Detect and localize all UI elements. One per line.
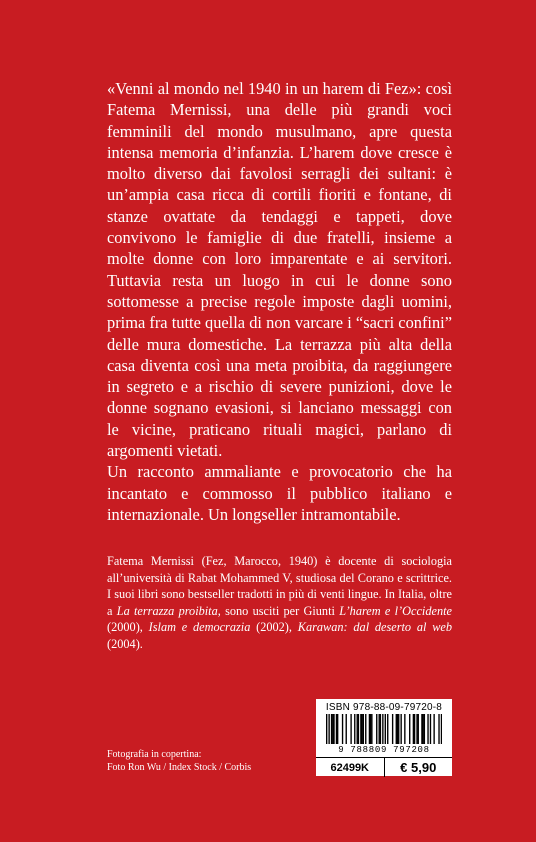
barcode-bar [421, 714, 422, 744]
barcode-bar [354, 714, 355, 744]
barcode-bar [418, 714, 419, 744]
barcode-bar [382, 714, 383, 744]
author-bio [107, 553, 452, 653]
barcode-bar [430, 714, 431, 744]
bio-text: , sono usciti per Giunti [217, 603, 340, 618]
author-bio-text [107, 553, 452, 653]
barcode-bar [414, 714, 415, 744]
book-title: Islam e democrazia [148, 620, 251, 635]
barcode [326, 714, 442, 744]
barcode-bar [371, 714, 372, 744]
bio-text: (2002), [250, 620, 298, 635]
barcode-bar [342, 714, 343, 744]
barcode-bar [409, 714, 410, 744]
isbn-label: ISBN 978-88-09-79720-8 [325, 702, 443, 713]
barcode-bar [346, 714, 347, 744]
barcode-bar [328, 714, 329, 744]
barcode-bar [358, 714, 359, 744]
blurb [107, 78, 452, 525]
product-code: 62499K [316, 758, 385, 777]
barcode-bar [424, 714, 425, 744]
book-title: La terrazza proibita [116, 603, 218, 618]
barcode-bar [365, 714, 366, 744]
barcode-bar [392, 714, 393, 744]
barcode-bar [361, 714, 362, 744]
barcode-bar [363, 714, 364, 744]
barcode-bar [400, 714, 401, 744]
price: € 5,90 [400, 760, 437, 775]
barcode-bar [380, 714, 381, 744]
barcode-bar [387, 714, 388, 744]
barcode-bar [438, 714, 439, 744]
barcode-bar [397, 714, 398, 744]
barcode-bar [350, 714, 351, 744]
barcode-bar [416, 714, 417, 744]
credit-label: Fotografia in copertina: [107, 749, 202, 760]
barcode-bar [427, 714, 428, 744]
barcode-bar [337, 714, 338, 744]
barcode-bar [370, 714, 371, 744]
barcode-bar [376, 714, 377, 744]
barcode-bar [369, 714, 370, 744]
barcode-digits: 9 788809 797208 [338, 745, 430, 755]
barcode-bar [326, 714, 327, 744]
barcode-bar [332, 714, 333, 744]
barcode-bar [398, 714, 399, 744]
credit-source: Foto Ron Wu / Index Stock / Corbis [107, 762, 252, 773]
bio-text: (2004). [107, 636, 143, 651]
barcode-bar [422, 714, 423, 744]
bio-text: (2000), [107, 620, 149, 635]
barcode-bar [357, 714, 358, 744]
barcode-bar [360, 714, 361, 744]
barcode-bar [379, 714, 380, 744]
cover-photo-credit [107, 748, 297, 774]
barcode-box [316, 699, 452, 776]
barcode-bar [404, 714, 405, 744]
book-title: Karawan: dal deserto al web [297, 620, 452, 635]
barcode-bar [333, 714, 334, 744]
barcode-bar [441, 714, 442, 744]
bio-text: Fatema Mernissi (Fez, Marocco, 1940) è docente di sociologia all’università di Rabat Mohammed V, studiosa del Corano e scrittrice. I suoi libri sono bestseller tradotti in più di venti lingue. In Italia, oltre a [107, 554, 452, 618]
price-row [316, 757, 452, 777]
barcode-bar [433, 714, 434, 744]
blurb-paragraph-closing: Un racconto ammaliante e provocatorio che ha incantato e commosso il pubblico italiano e internazionale. Un longseller intramontabile. [107, 462, 452, 524]
barcode-bar [413, 714, 414, 744]
barcode-bar [396, 714, 397, 744]
book-title: L’harem e l’Occidente [339, 603, 452, 618]
barcode-bar [385, 714, 386, 744]
blurb-paragraph: «Venni al mondo nel 1940 in un harem di Fez»: così Fatema Mernissi, una delle più grandi voci femminili del mondo musulmano, apre questa intensa memoria d’infanzia. L’harem dove cresce è molto diverso dai favolosi serragli dei sultani: è un’ampia casa ricca di cortili fioriti e fontane, di stanze ovattate da tendaggi e tappeti, dove convivono le famiglie di due fratelli, insieme a molte donne con loro imparentate e ai servitori. Tuttavia resta un luogo in cui le donne sono sottomesse a precise regole imposte dagli uomini, prima fra tutte quella di non varcare i “sacri confini” delle mura domestiche. La terrazza più alta della casa diventa così una meta proibita, da raggiungere in segreto e a rischio di severe punizioni, dove le donne sognano evasioni, si lanciano messaggi con le vicine, praticano rituali magici, parlano di argomenti vietati. [107, 79, 452, 461]
barcode-bar [331, 714, 332, 744]
barcode-bar [336, 714, 337, 744]
